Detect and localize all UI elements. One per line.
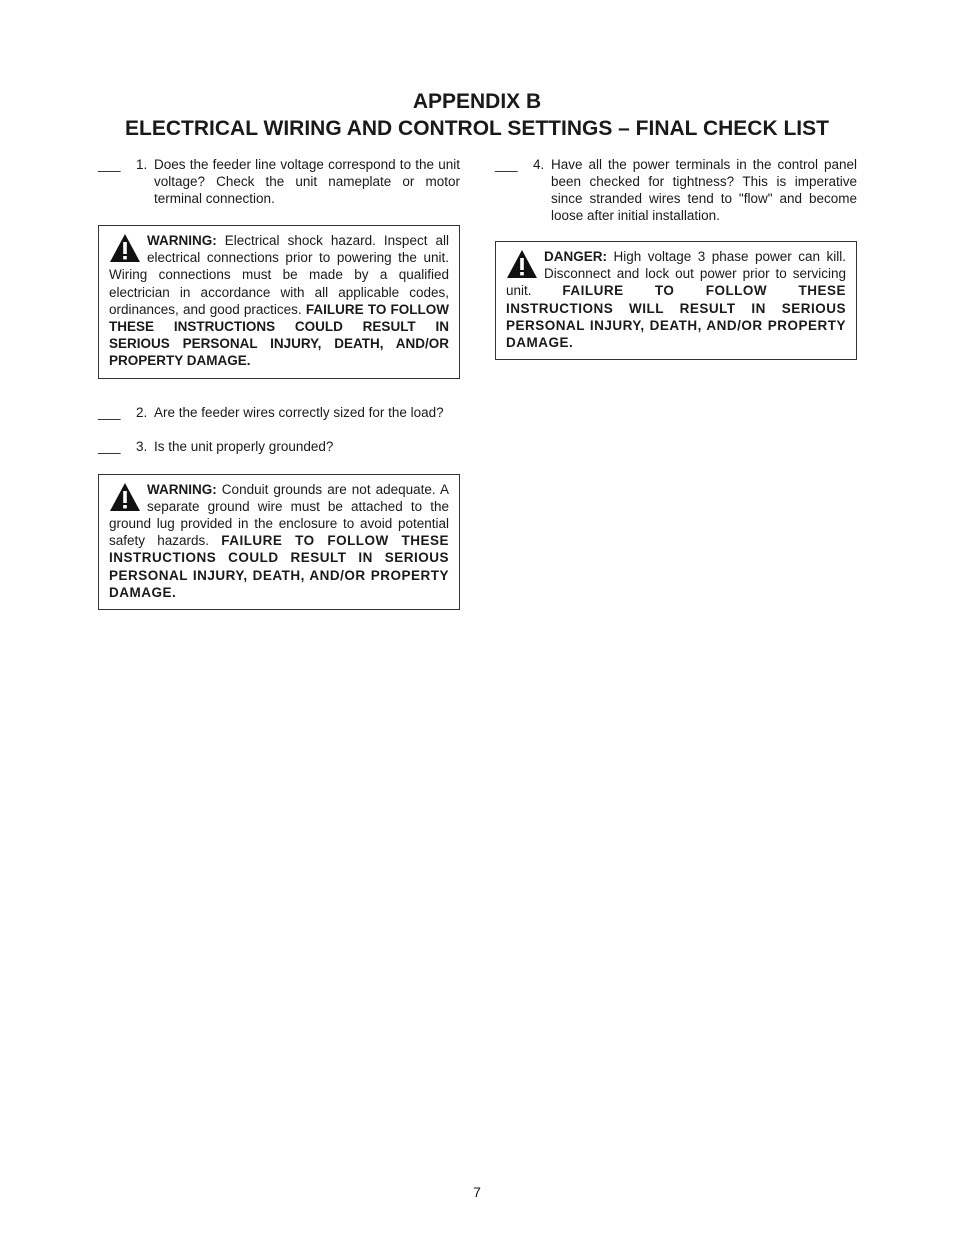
checklist-item-3	[98, 438, 460, 455]
warning-consequence: FAILURE TO FOLLOW THESE INSTRUCTIONS COULD RESULT IN SERIOUS PERSONAL INJURY, DEATH, AND/OR PROPERTY DAMAGE.	[109, 301, 449, 369]
danger-consequence: FAILURE TO FOLLOW THESE INSTRUCTIONS WILL RESULT IN SERIOUS PERSONAL INJURY, DEATH, AND/OR PROPERTY DAMAGE.	[506, 283, 846, 351]
item-number: 4.	[533, 157, 545, 172]
danger-label: DANGER:	[544, 249, 607, 264]
warning-triangle-icon	[109, 233, 141, 263]
checkbox-blank[interactable]: ___	[98, 157, 121, 172]
checklist-item-2	[98, 404, 460, 421]
title-line-1: APPENDIX B	[412, 90, 542, 113]
left-column	[98, 156, 460, 610]
warning-consequence: FAILURE TO FOLLOW THESE INSTRUCTIONS COULD RESULT IN SERIOUS PERSONAL INJURY, DEATH, AND/OR PROPERTY DAMAGE.	[109, 533, 449, 600]
warning-triangle-icon	[506, 249, 538, 279]
item-number: 1.	[136, 157, 148, 172]
item-number: 2.	[136, 404, 148, 420]
warning-triangle-icon	[109, 482, 141, 512]
checkbox-blank[interactable]: ___	[495, 157, 518, 172]
item-text: Does the feeder line voltage correspond to the unit voltage? Check the unit nameplate or motor terminal connection.	[154, 157, 460, 206]
danger-text: High voltage 3 phase power can kill. Disconnect and lock out power prior to servicing unit.	[506, 249, 846, 299]
checkbox-blank[interactable]: ___	[98, 438, 121, 454]
item-text: Is the unit properly grounded?	[154, 438, 334, 454]
checklist-item-1	[98, 156, 460, 207]
item-number: 3.	[136, 438, 148, 454]
right-column	[495, 156, 857, 360]
danger-box	[495, 241, 857, 360]
item-text: Are the feeder wires correctly sized for the load?	[154, 404, 444, 420]
warning-text: Conduit grounds are not adequate. A separate ground wire must be attached to the ground lug provided in the enclosure to avoid potential safety hazards.	[109, 481, 449, 549]
warning-text: Electrical shock hazard. Inspect all electrical connections prior to powering the unit. Wiring connections must be made by a qualified electrician in accordance with all applicable codes, ordinances, and good practices.	[109, 233, 449, 317]
ground-warning-box	[98, 474, 460, 610]
warning-label: WARNING:	[147, 233, 217, 248]
warning-label: WARNING:	[147, 481, 217, 497]
shock-warning-box	[98, 225, 460, 379]
checkbox-blank[interactable]: ___	[98, 404, 121, 420]
title-line-2: ELECTRICAL WIRING AND CONTROL SETTINGS – FINAL CHECK LIST	[125, 117, 829, 140]
page-title	[0, 88, 954, 142]
checklist-item-4	[495, 156, 857, 224]
item-text: Have all the power terminals in the control panel been checked for tightness? This is imperative since stranded wires tend to "flow" and become loose after initial installation.	[551, 157, 857, 223]
page-number: 7	[473, 1184, 481, 1200]
